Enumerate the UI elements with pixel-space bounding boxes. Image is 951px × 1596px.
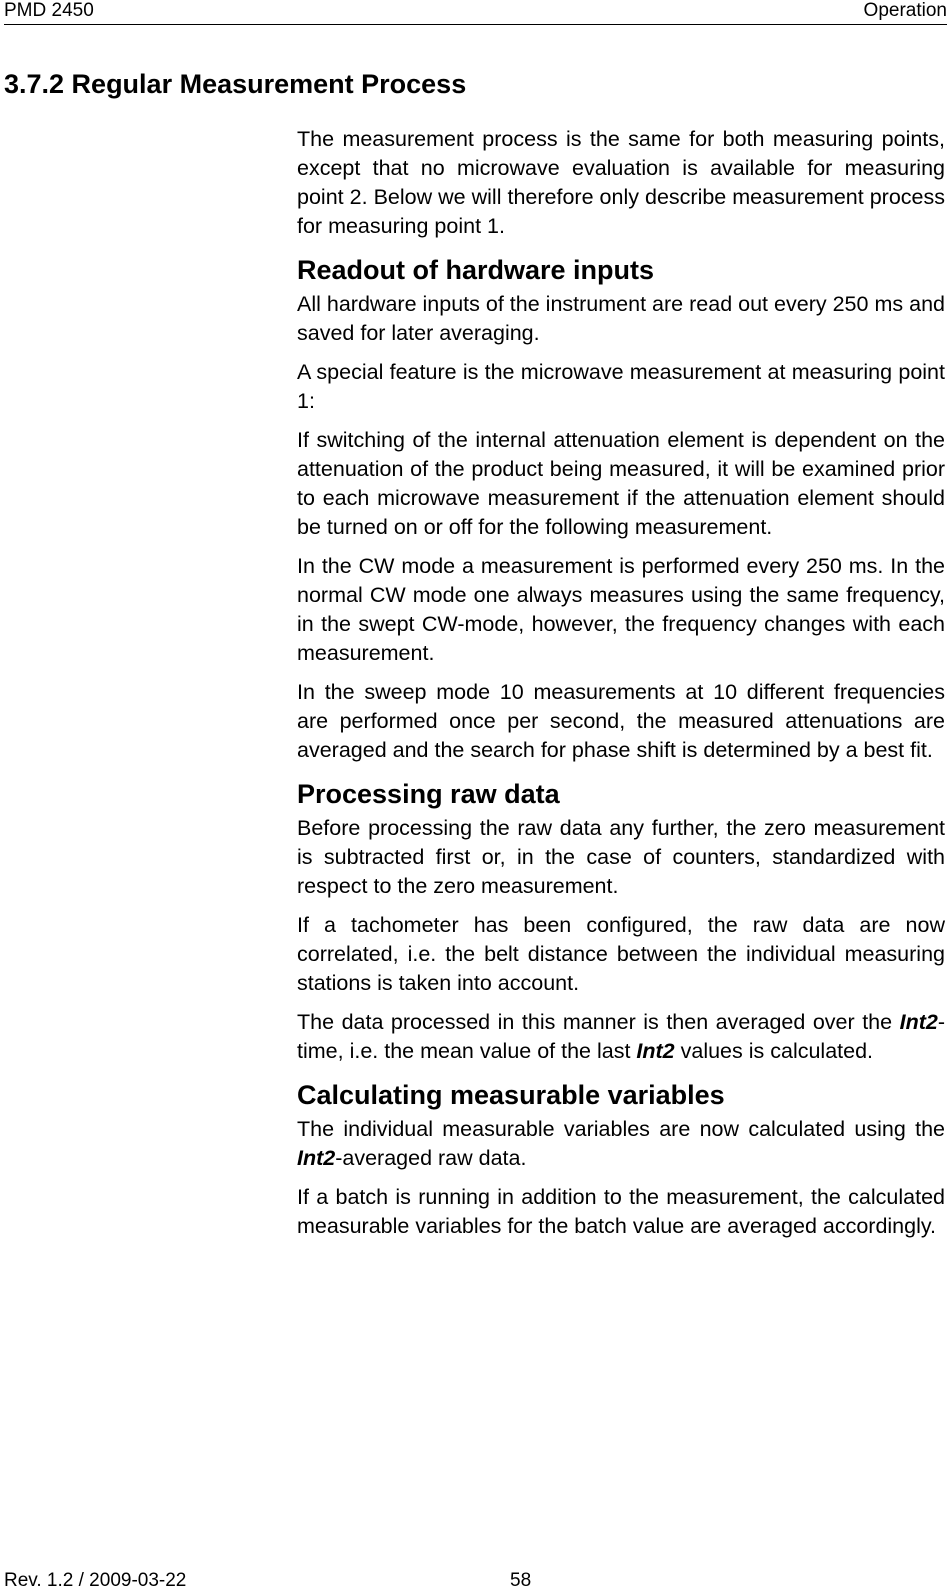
page-number: 58 xyxy=(510,1570,532,1591)
readout-paragraph-1: All hardware inputs of the instrument are read out every 250 ms and saved for later averaging. xyxy=(297,292,945,345)
main-content xyxy=(297,125,945,1251)
processing-paragraph-1: Before processing the raw data any further, the zero measurement is subtracted first or, in the case of counters, standardized with respect to the zero measurement. xyxy=(297,816,945,898)
calculating-heading: Calculating measurable variables xyxy=(297,1080,725,1110)
readout-paragraph-5: In the sweep mode 10 measurements at 10 different frequencies are performed once per second, the measured attenuations are averaged and the search for phase shift is determined by a best fit. xyxy=(297,680,945,762)
calculating-p1-text-c: -averaged raw data. xyxy=(335,1146,527,1170)
int2-term: Int2 xyxy=(297,1146,336,1170)
calculating-paragraph-2: If a batch is running in addition to the measurement, the calculated measurable variables for the batch value are averaged accordingly. xyxy=(297,1185,945,1238)
int2-term: Int2 xyxy=(636,1039,675,1063)
readout-paragraph-4: In the CW mode a measurement is performed every 250 ms. In the normal CW mode one always measures using the same frequency, in the swept CW-mode, however, the frequency changes with each measurement. xyxy=(297,554,945,665)
processing-paragraph-2: If a tachometer has been configured, the raw data are now correlated, i.e. the belt distance between the individual measuring stations is taken into account. xyxy=(297,913,945,995)
readout-heading: Readout of hardware inputs xyxy=(297,255,655,285)
calculating-p1-text-a: The individual measurable variables are now calculated using the xyxy=(297,1117,945,1141)
processing-heading: Processing raw data xyxy=(297,779,560,809)
processing-p3-text-c: -time, i.e. the mean value of the last xyxy=(297,1010,945,1063)
processing-paragraph-3 xyxy=(297,1008,945,1066)
processing-p3-text-a: The data processed in this manner is then averaged over the xyxy=(297,1010,900,1034)
readout-paragraph-3: If switching of the internal attenuation element is dependent on the attenuation of the product being measured, it will be examined prior to each microwave measurement if the attenuation element should be turned on or off for the following measurement. xyxy=(297,428,945,539)
processing-p3-text-e: values is calculated. xyxy=(674,1039,874,1063)
intro-paragraph: The measurement process is the same for both measuring points, except that no microwave evaluation is available for measuring point 2. Below we will therefore only describe measurement process for measuring point 1. xyxy=(297,127,945,238)
header-chapter-name: Operation xyxy=(863,0,947,21)
header-product-name: PMD 2450 xyxy=(4,0,94,21)
page-header xyxy=(4,0,947,25)
readout-paragraph-2: A special feature is the microwave measurement at measuring point 1: xyxy=(297,360,945,413)
footer-revision: Rev. 1.2 / 2009-03-22 xyxy=(4,1570,187,1591)
int2-term: Int2 xyxy=(899,1010,938,1034)
calculating-paragraph-1 xyxy=(297,1115,945,1173)
section-title: 3.7.2 Regular Measurement Process xyxy=(4,69,467,99)
